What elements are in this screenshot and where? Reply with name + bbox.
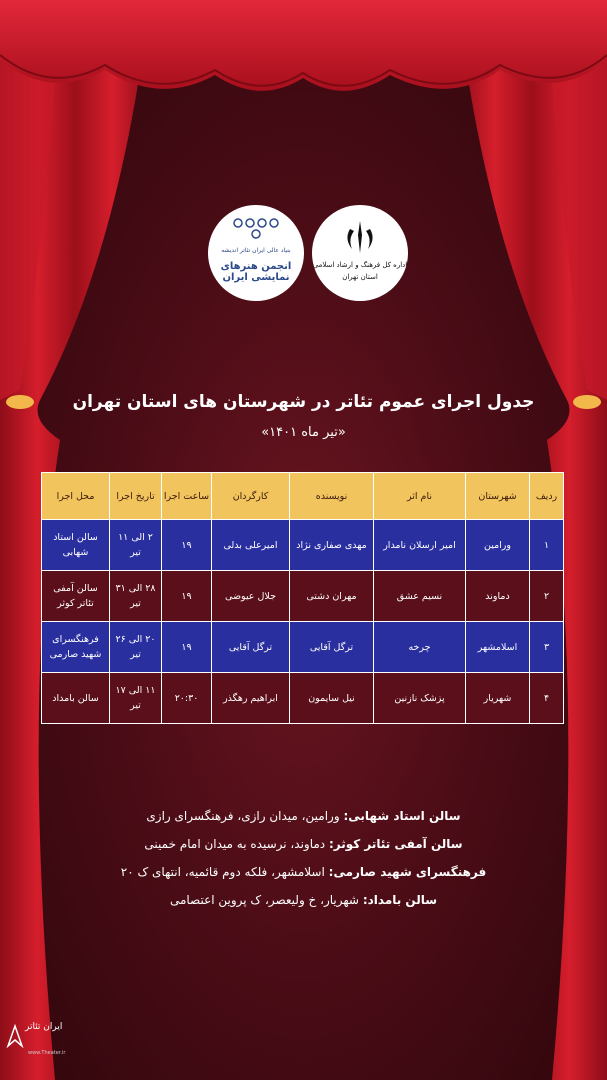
venue-address: شهریار، خ ولیعصر، ک پروین اعتصامی [169, 893, 359, 907]
cell-num: ۲ [530, 571, 564, 622]
header-venue: محل اجرا [42, 473, 110, 520]
cell-date: ۲۰ الی ۲۶ تیر [110, 622, 162, 673]
cell-time: ۲۰:۳۰ [162, 673, 212, 724]
venue-line [0, 886, 607, 914]
schedule-table [41, 472, 564, 724]
cell-venue: سالن استاد شهابی [42, 520, 110, 571]
cell-director: ابراهیم رهگذر [212, 673, 290, 724]
left-logo-text-main: انجمن هنرهای نمایشی ایران [220, 261, 292, 283]
ministry-culture-logo [312, 205, 408, 301]
cell-director: امیرعلی بدلی [212, 520, 290, 571]
cell-city: شهریار [466, 673, 530, 724]
table-row [42, 622, 564, 673]
header-date: تاریخ اجرا [110, 473, 162, 520]
cell-venue: سالن بامداد [42, 673, 110, 724]
table-row [42, 520, 564, 571]
page-title: جدول اجرای عموم تئاتر در شهرستان های استان تهران [72, 392, 535, 412]
emblem-icon [340, 217, 380, 257]
venue-address: ورامین، میدان رازی، فرهنگسرای رازی [146, 809, 340, 823]
cell-city: ورامین [466, 520, 530, 571]
cell-num: ۳ [530, 622, 564, 673]
venue-name: سالن بامداد: [362, 893, 438, 907]
venue-address: دماوند، نرسیده به میدان امام خمینی [144, 837, 326, 851]
venue-name: سالن آمفی تئاتر کوثر: [328, 837, 463, 851]
cell-title: چرخه [374, 622, 466, 673]
header-time: ساعت اجرا [162, 473, 212, 520]
cell-title: نسیم عشق [374, 571, 466, 622]
venue-line [0, 830, 607, 858]
iran-theater-logo-icon [6, 1024, 24, 1048]
header-city: شهرستان [466, 473, 530, 520]
cell-writer: ترگل آقایی [290, 622, 374, 673]
cell-time: ۱۹ [162, 520, 212, 571]
venue-line [0, 802, 607, 830]
cell-num: ۱ [530, 520, 564, 571]
cell-writer: مهران دشتی [290, 571, 374, 622]
cell-title: پزشک نازنین [374, 673, 466, 724]
cell-venue: فرهنگسرای شهید صارمی [42, 622, 110, 673]
right-logo-text-main: استان تهران [342, 273, 378, 281]
cell-writer: نیل سایمون [290, 673, 374, 724]
cell-time: ۱۹ [162, 571, 212, 622]
cell-date: ۲۸ الی ۳۱ تیر [110, 571, 162, 622]
venue-address: اسلامشهر، فلکه دوم قائمیه، انتهای ک ۲۰ [120, 865, 325, 879]
venue-name: فرهنگسرای شهید صارمی: [328, 865, 487, 879]
cell-writer: مهدی صفاری نژاد [290, 520, 374, 571]
cell-director: ترگل آقایی [212, 622, 290, 673]
footer-brand: ایران تئاتر [25, 1022, 63, 1032]
cell-city: دماوند [466, 571, 530, 622]
page-subtitle: «تیر ماه ۱۴۰۱» [261, 425, 346, 440]
cell-title: امیر ارسلان نامدار [374, 520, 466, 571]
cell-date: ۲ الی ۱۱ تیر [110, 520, 162, 571]
cell-date: ۱۱ الی ۱۷ تیر [110, 673, 162, 724]
venue-line [0, 858, 607, 886]
footer-url: www.Theater.ir [28, 1050, 66, 1056]
header-row-num: ردیف [530, 473, 564, 520]
cell-city: اسلامشهر [466, 622, 530, 673]
left-logo-text-top: بنیاد عالی ایران تئاتر اندیشه [221, 247, 291, 254]
venue-name: سالن استاد شهابی: [343, 809, 461, 823]
cell-num: ۴ [530, 673, 564, 724]
header-title: نام اثر [374, 473, 466, 520]
header-writer: نویسنده [290, 473, 374, 520]
cell-time: ۱۹ [162, 622, 212, 673]
cell-venue: سالن آمفی تئاتر کوثر [42, 571, 110, 622]
header-director: کارگردان [212, 473, 290, 520]
venue-addresses [0, 802, 607, 914]
table-header-row [42, 473, 564, 520]
table-row [42, 571, 564, 622]
cell-director: جلال عیوضی [212, 571, 290, 622]
table-row [42, 673, 564, 724]
dots-icon [226, 213, 286, 243]
theater-association-logo [208, 205, 304, 301]
right-logo-text-top: اداره کل فرهنگ و ارشاد اسلامی [312, 261, 408, 269]
